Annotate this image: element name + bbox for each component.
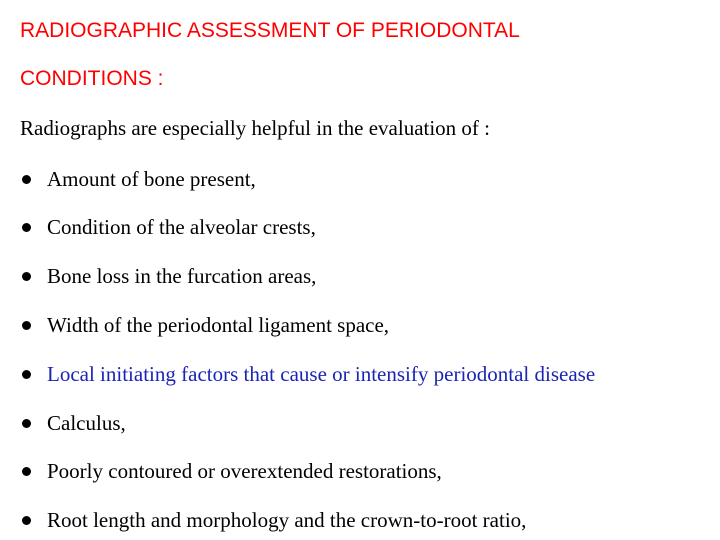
bullet-dot-icon	[22, 223, 31, 232]
bullet-dot-icon	[22, 370, 31, 379]
bullet-dot-icon	[22, 516, 31, 525]
list-item	[20, 169, 256, 190]
list-item	[20, 266, 316, 287]
list-item-text: Poorly contoured or overextended restorations,	[47, 459, 442, 483]
bullet-list	[20, 0, 710, 540]
list-item-highlighted	[20, 364, 595, 385]
intro-text: Radiographs are especially helpful in the evaluation of :	[20, 116, 491, 140]
bullet-dot-icon	[22, 467, 31, 476]
list-item-text: Local initiating factors that cause or intensify periodontal disease	[47, 362, 596, 386]
list-item	[20, 461, 442, 482]
list-item	[20, 217, 316, 238]
bullet-dot-icon	[22, 419, 31, 428]
list-item-text: Amount of bone present,	[47, 167, 256, 191]
slide-title-line-1: RADIOGRAPHIC ASSESSMENT OF PERIODONTAL	[20, 19, 520, 42]
list-item-text: Root length and morphology and the crown-to-root ratio,	[47, 508, 527, 532]
list-item-text: Condition of the alveolar crests,	[47, 215, 316, 239]
slide-title-line-2: CONDITIONS :	[20, 67, 164, 90]
list-item	[20, 510, 526, 531]
list-item	[20, 413, 126, 434]
list-item-text: Bone loss in the furcation areas,	[47, 264, 317, 288]
bullet-dot-icon	[22, 175, 31, 184]
list-item-text: Calculus,	[47, 411, 126, 435]
list-item	[20, 315, 389, 336]
bullet-dot-icon	[22, 272, 31, 281]
bullet-dot-icon	[22, 321, 31, 330]
list-item-text: Width of the periodontal ligament space,	[47, 313, 390, 337]
